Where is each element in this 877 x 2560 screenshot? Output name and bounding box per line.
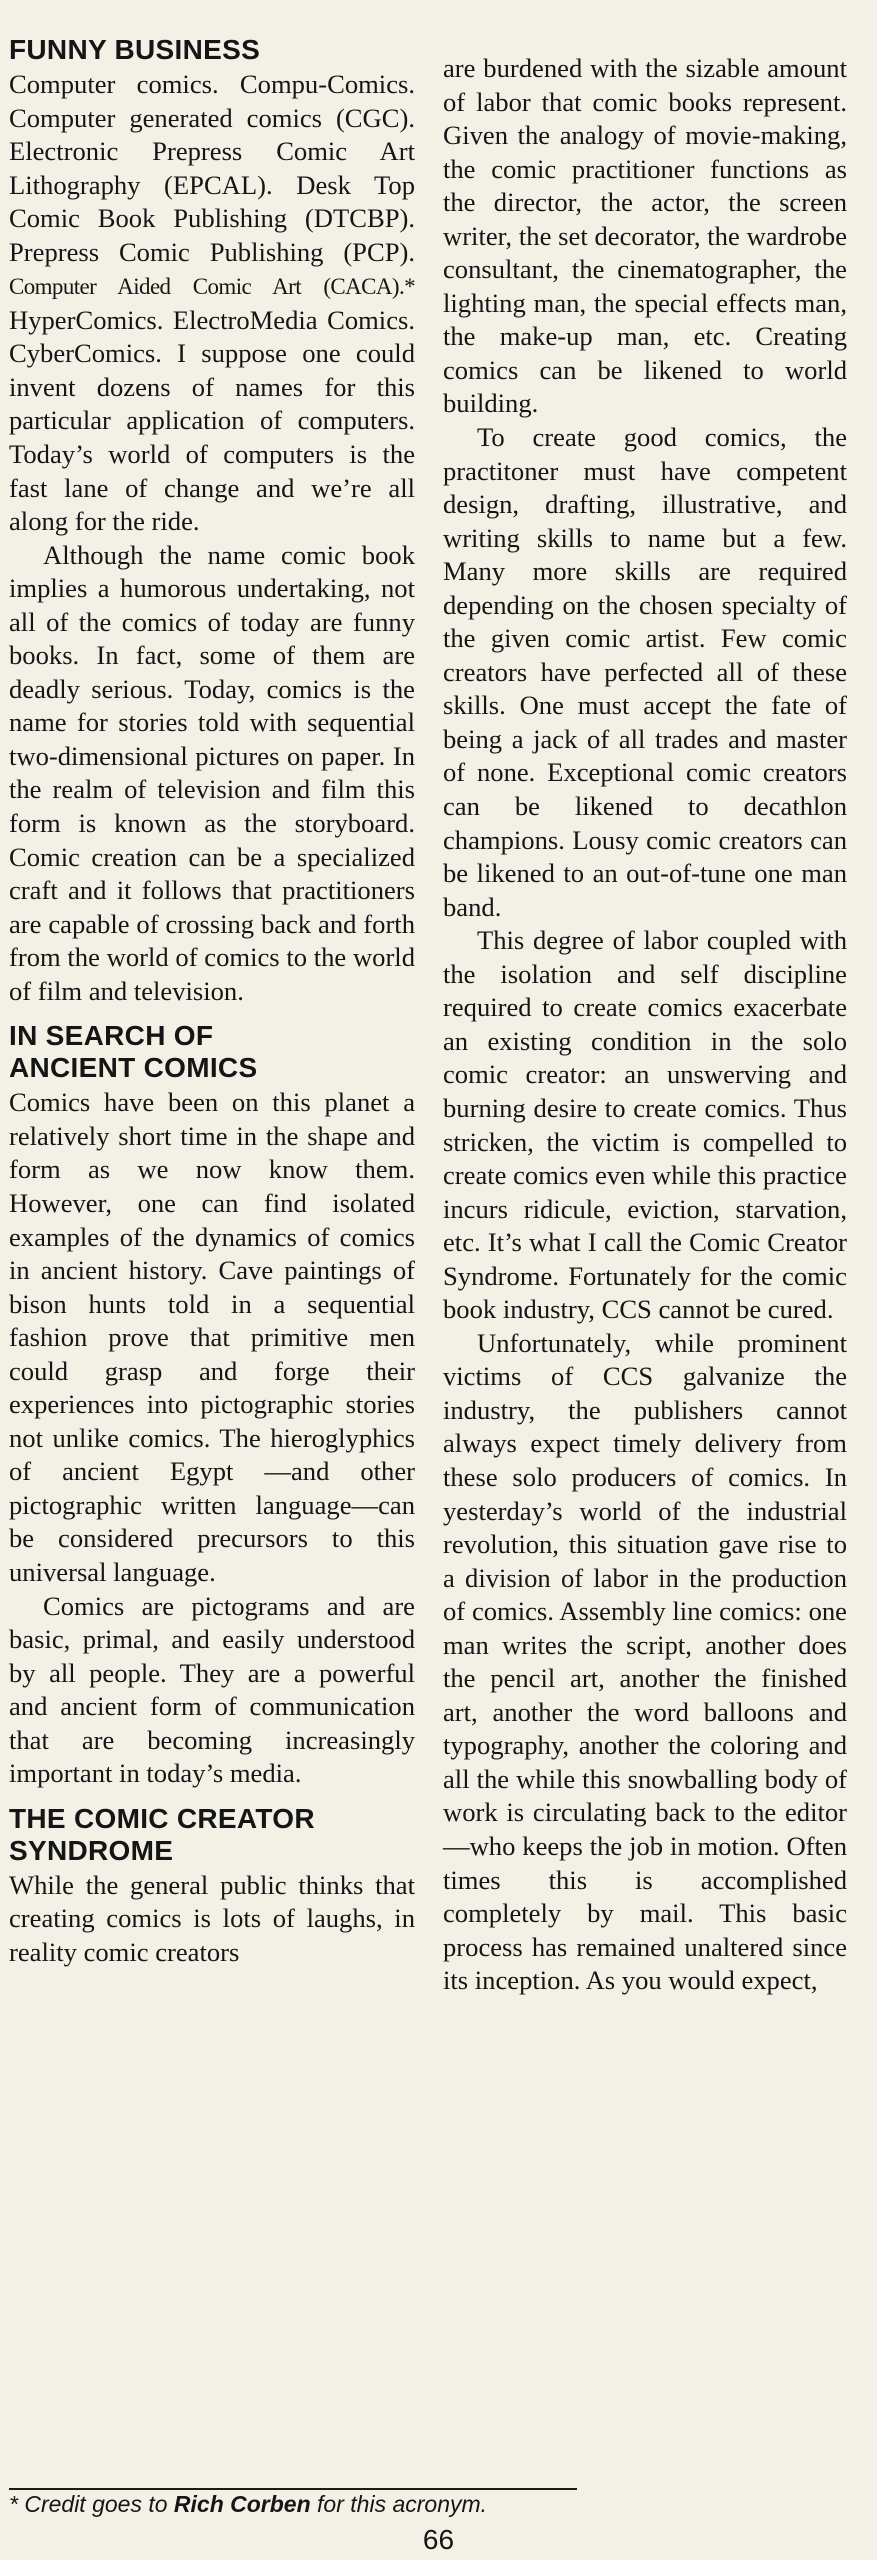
paragraph-text: HyperComics. ElectroMedia Comics. CyberComics. I suppose one could invent dozens of names for this particular application of computers. Today’s world of computers is the fast lane of change and we’re all along for the ride. [9, 304, 415, 537]
heading-funny-business: FUNNY BUSINESS [9, 34, 261, 65]
footnote [9, 2490, 869, 2518]
paragraph: Comics are pictograms and are basic, primal, and easily understood by all people. They are a powerful and ancient form of communication that are becoming increasingly important in today’s media. [9, 1590, 415, 1789]
heading-line: ANCIENT COMICS [9, 1052, 258, 1084]
left-column [9, 34, 415, 1969]
paragraph-text: Computer comics. Compu-Comics. Computer generated comics (CGC). Electronic Prepress Comic Art Lithography (EPCAL). Desk Top Comic Book Publishing (DTCBP). Prepress Comic Publishing (PCP). [9, 69, 415, 267]
footnote-text: * Credit goes to [9, 2491, 174, 2517]
paragraph: Unfortunately, while prominent victims of CCS galvanize the industry, the publishers cannot always expect timely delivery from these solo producers of comics. In yesterday’s world of the industrial revolution, this situation gave rise to a division of labor in the production of comics. Assembly line comics: one man writes the script, another does the pencil art, another the finished art, another the word balloons and typography, another the coloring and all the while this snowballing body of work is circulating back to the editor—who keeps the job in motion. Often times this is accomplished completely by mail. This basic process has remained unaltered since its inception. As you would expect, [443, 1327, 847, 1996]
paragraph: This degree of labor coupled with the isolation and self discipline required to create comics exacerbate an existing condition in the solo comic creator: an unswerving and burning desire to create comics. Thus stricken, the victim is compelled to create comics even while this practice incurs ridicule, eviction, starvation, etc. It’s what I call the Comic Creator Syndrome. Fortunately for the comic book industry, CCS cannot be cured. [443, 925, 847, 1325]
heading-line: SYNDROME [9, 1834, 174, 1866]
right-column [443, 52, 847, 1998]
paragraph: To create good comics, the practitoner must have competent design, drafting, illustrative, and writing skills to name but a few. Many more skills are required depending on the chosen specialty of the given comic artist. Few comic creators have perfected all of these skills. One must accept the fate of being a jack of all trades and master of none. Exceptional comic creators can be likened to decathlon champions. Lousy comic creators can be likened to an out-of-tune one man band. [443, 422, 847, 922]
footnote-text: for this acronym. [310, 2491, 488, 2517]
heading-ancient-comics [9, 1020, 415, 1084]
paragraph: Comics have been on this planet a relatively short time in the shape and form as we now know them. However, one can find isolated examples of the dynamics of comics in ancient history. Cave paintings of bison hunts told in a sequential fashion prove that primitive men could grasp and forge their experiences into pictographic stories not unlike comics. The hieroglyphics of ancient Egypt —and other pictographic written language—can be considered precursors to this universal language. [9, 1087, 415, 1587]
heading-comic-creator-syndrome [9, 1803, 415, 1867]
paragraph [9, 68, 415, 539]
paragraph: While the general public thinks that creating comics is lots of laughs, in reality comic creators [9, 1869, 415, 1967]
heading-line: IN SEARCH OF [9, 1020, 214, 1052]
heading-line: THE COMIC CREATOR [9, 1802, 315, 1834]
caca-line: Computer Aided Comic Art (CACA).* [9, 274, 415, 300]
paragraph: Although the name comic book implies a humorous undertaking, not all of the comics of today are funny books. In fact, some of them are deadly serious. Today, comics is the name for stories told with sequential two-dimensional pictures on paper. In the realm of television and film this form is known as the storyboard. Comic creation can be a specialized craft and it follows that practitioners are capable of crossing back and forth from the world of comics to the world of film and television. [9, 539, 415, 1006]
footnote-credit-name: Rich Corben [173, 2491, 311, 2517]
paragraph: are burdened with the sizable amount of labor that comic books represent. Given the analogy of movie-making, the comic practitioner functions as the director, the actor, the screen writer, the set decorator, the wardrobe consultant, the cinematographer, the lighting man, the special effects man, the make-up man, etc. Creating comics can be likened to world building. [443, 53, 847, 419]
page-number: 66 [422, 2524, 455, 2555]
